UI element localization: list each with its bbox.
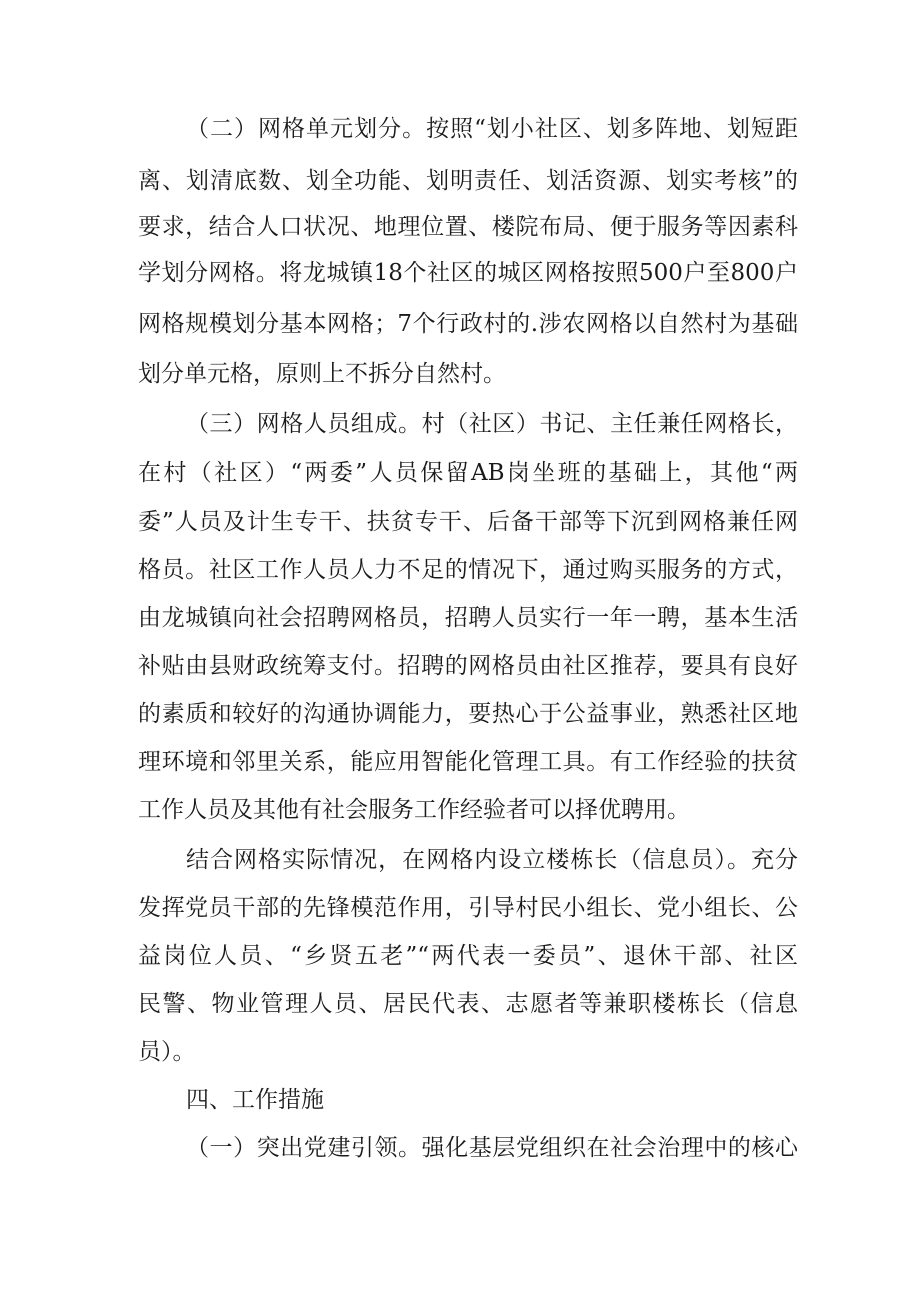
paragraph-line: 由龙城镇向社会招聘网格员，招聘人员实行一年一聘，基本生活 — [138, 605, 798, 631]
paragraph-line: （三）网格人员组成。村（社区）书记、主任兼任网格长， — [186, 411, 798, 437]
paragraph-line: 民警、物业管理人员、居民代表、志愿者等兼职楼栋长（信息 — [138, 991, 798, 1017]
paragraph-line: 补贴由县财政统筹支付。招聘的网格员由社区推荐，要具有良好 — [138, 653, 798, 679]
paragraph-line: 在村（社区）“两委”人员保留AB岗坐班的基础上，其他“两 — [138, 460, 798, 486]
paragraph-line: 益岗位人员、“乡贤五老”“两代表一委员”、退休干部、社区 — [138, 943, 798, 969]
paragraph-line: 离、划清底数、划全功能、划明责任、划活资源、划实考核”的 — [138, 168, 798, 194]
paragraph-line: 结合网格实际情况，在网格内设立楼栋长（信息员）。充分 — [186, 847, 798, 873]
paragraph-line: 格员。社区工作人员人力不足的情况下，通过购买服务的方式， — [138, 557, 798, 583]
paragraph-line: （二）网格单元划分。按照“划小社区、划多阵地、划短距 — [186, 116, 798, 142]
paragraph-line: 学划分网格。将龙城镇18个社区的城区网格按照500户至800户 — [138, 260, 798, 286]
paragraph-line: 要求，结合人口状况、地理位置、楼院布局、便于服务等因素科 — [138, 214, 798, 240]
paragraph-line: （一）突出党建引领。强化基层党组织在社会治理中的核心 — [186, 1135, 798, 1161]
paragraph-line: 的素质和较好的沟通协调能力，要热心于公益事业，熟悉社区地 — [138, 701, 798, 727]
paragraph-line: 网格规模划分基本网格；7个行政村的.涉农网格以自然村为基础 — [138, 311, 798, 337]
paragraph-line: 委”人员及计生专干、扶贫专干、后备干部等下沉到网格兼任网 — [138, 509, 798, 535]
section-heading: 四、工作措施 — [186, 1087, 324, 1113]
paragraph-line: 工作人员及其他有社会服务工作经验者可以择优聘用。 — [138, 797, 690, 823]
paragraph-line: 员）。 — [138, 1039, 196, 1065]
paragraph-line: 划分单元格，原则上不拆分自然村。 — [138, 361, 506, 387]
paragraph-line: 理环境和邻里关系，能应用智能化管理工具。有工作经验的扶贫 — [138, 749, 798, 775]
paragraph-line: 发挥党员干部的先锋模范作用，引导村民小组长、党小组长、公 — [138, 895, 798, 921]
